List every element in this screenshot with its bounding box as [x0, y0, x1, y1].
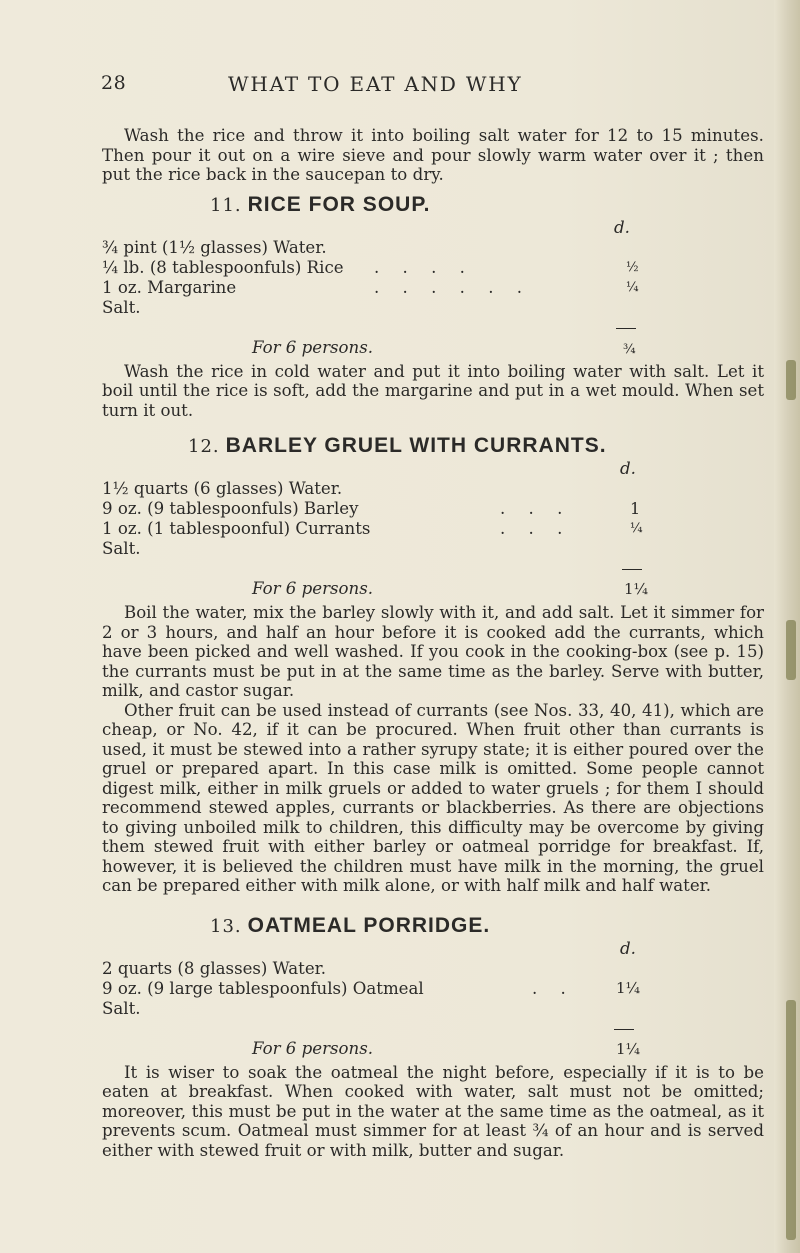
- ingredient-price: ¼: [630, 521, 643, 536]
- edge-stain: [786, 360, 796, 400]
- currency-heading: d.: [620, 938, 636, 958]
- method-paragraph: Wash the rice in cold water and put it into boiling water with salt. Let it boil until the rice is soft, add the margarine and put in a wet mould. When set turn it out.: [102, 361, 764, 420]
- ingredient-row: [102, 999, 662, 1019]
- total-price: 1¼: [624, 580, 649, 598]
- recipe-number: 13.: [210, 915, 242, 937]
- serving-line: [102, 1023, 764, 1063]
- ingredient-row: [102, 278, 662, 298]
- ingredient-text: ¾ pint (1½ glasses) Water.: [102, 237, 327, 257]
- method-paragraph: Other fruit can be used instead of currants (see Nos. 33, 40, 41), which are cheap, or No. 42, if it can be procured. When fruit other than currants is used, it must be stewed into a rather syrupy state; it is either poured over the gruel or prepared apart. In this case milk is omitted. Some people cannot digest milk, either in milk gruels or added to water gruels ; for them I should recommend stewed apples, currants or blackberries. As there are objections to giving unboiled milk to children, this difficulty may be overcome by giving them stewed fruit with either barley or oatmeal porridge for breakfast. If, however, it is believed the children must have milk in the morning, the gruel can be prepared either with milk alone, or with half milk and half water.: [102, 700, 764, 895]
- ingredient-text: 2 quarts (8 glasses) Water.: [102, 958, 327, 978]
- total-rule: [614, 1029, 634, 1030]
- running-head: [0, 72, 800, 98]
- method-paragraph: It is wiser to soak the oatmeal the night before, especially if it is to be eaten at breakfast. When cooked with water, salt must not be omitted; moreover, this must be put in the water at the same time as the oatmeal, as it prevents scum. Oatmeal must simmer for at least ¾ of an hour and is served either with stewed fruit or with milk, butter and sugar.: [102, 1062, 764, 1160]
- ingredient-price: 1: [630, 499, 641, 518]
- ingredient-list: [102, 218, 764, 322]
- recipe-11: [102, 193, 764, 421]
- leader-dots: . .: [532, 978, 575, 998]
- total-price: ¾: [623, 341, 636, 357]
- serving-line: [102, 322, 764, 362]
- ingredient-row: [102, 479, 662, 499]
- leader-dots: . . . . . .: [374, 277, 532, 297]
- recipe-number: 11.: [210, 194, 242, 216]
- ingredient-row: [102, 539, 662, 559]
- ingredient-text: 9 oz. (9 large tablespoonfuls) Oatmeal: [102, 978, 424, 998]
- leader-dots: . . .: [500, 519, 572, 538]
- ingredient-text: Salt.: [102, 998, 141, 1018]
- recipe-name: RICE FOR SOUP.: [247, 192, 431, 216]
- recipe-12: [102, 434, 764, 896]
- currency-heading: d.: [620, 459, 636, 478]
- edge-stain: [786, 620, 796, 680]
- recipe-title: [102, 434, 764, 459]
- total-price: 1¼: [616, 1039, 641, 1058]
- ingredient-price: ½: [626, 259, 639, 275]
- ingredient-row: [102, 238, 662, 258]
- ingredient-row: [102, 258, 662, 278]
- recipe-title: [102, 914, 764, 939]
- ingredient-list: [102, 459, 764, 563]
- running-title: WHAT TO EAT AND WHY: [228, 72, 523, 96]
- page-edge: [774, 0, 800, 1253]
- ingredient-row: [102, 499, 662, 519]
- total-rule: [622, 569, 642, 570]
- leader-dots: . . . .: [374, 257, 474, 277]
- ingredient-row: [102, 519, 662, 539]
- recipe-13: [102, 914, 764, 1161]
- ingredient-row: [102, 959, 662, 979]
- page-content: [102, 126, 764, 1160]
- recipe-name: OATMEAL PORRIDGE.: [247, 913, 491, 937]
- edge-stain: [786, 1000, 796, 1240]
- recipe-name: BARLEY GRUEL WITH CURRANTS.: [225, 434, 607, 457]
- serving-line: [102, 563, 764, 603]
- total-rule: [616, 328, 636, 329]
- ingredient-row: [102, 298, 662, 318]
- method-paragraph: Boil the water, mix the barley slowly with it, and add salt. Let it simmer for 2 or 3 hours, and half an hour before it is cooked add the currants, which have been picked and well washed. If you cook in the cooking-box (see p. 15) the currants must be put in at the same time as the barley. Serve with butter, milk, and castor sugar.: [102, 603, 764, 700]
- leader-dots: . . .: [500, 499, 572, 518]
- serving-text: For 6 persons.: [252, 1038, 373, 1058]
- recipe-number: 12.: [188, 436, 220, 457]
- ingredient-text: ¼ lb. (8 tablespoonfuls) Rice: [102, 257, 344, 277]
- intro-paragraph: Wash the rice and throw it into boiling salt water for 12 to 15 minutes. Then pour it out on a wire sieve and pour slowly warm water over it ; then put the rice back in the saucepan to dry.: [102, 126, 764, 184]
- serving-text: For 6 persons.: [252, 579, 373, 598]
- currency-heading: d.: [614, 217, 630, 237]
- ingredient-list: [102, 939, 764, 1023]
- ingredient-text: 9 oz. (9 tablespoonfuls) Barley: [102, 499, 359, 518]
- ingredient-text: 1½ quarts (6 glasses) Water.: [102, 479, 343, 498]
- recipe-title: [102, 193, 764, 218]
- ingredient-price: ¼: [626, 279, 639, 295]
- ingredient-text: 1 oz. Margarine: [102, 277, 237, 297]
- ingredient-text: Salt.: [102, 539, 141, 558]
- ingredient-text: 1 oz. (1 tablespoonful) Currants: [102, 519, 371, 538]
- ingredient-text: Salt.: [102, 297, 141, 317]
- serving-text: For 6 persons.: [252, 337, 373, 357]
- ingredient-price: 1¼: [616, 978, 641, 997]
- ingredient-row: [102, 979, 662, 999]
- page-number: 28: [101, 72, 127, 94]
